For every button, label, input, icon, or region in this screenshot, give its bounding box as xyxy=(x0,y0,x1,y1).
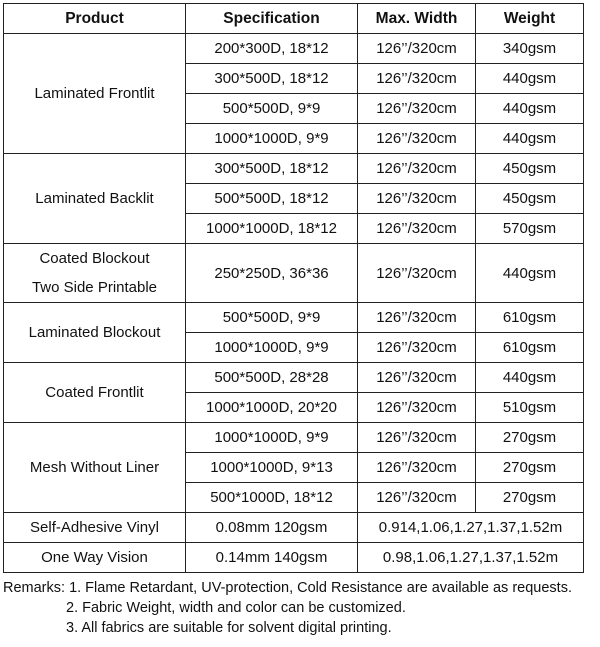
spec-cell: 500*1000D, 18*12 xyxy=(186,483,358,513)
spec-cell: 500*500D, 28*28 xyxy=(186,363,358,393)
width-cell: 126’’/320cm xyxy=(358,423,476,453)
width-cell: 126’’/320cm xyxy=(358,64,476,94)
spec-cell: 1000*1000D, 9*13 xyxy=(186,453,358,483)
width-cell: 126’’/320cm xyxy=(358,34,476,64)
spec-cell: 300*500D, 18*12 xyxy=(186,154,358,184)
spec-cell: 300*500D, 18*12 xyxy=(186,64,358,94)
spec-cell: 1000*1000D, 18*12 xyxy=(186,214,358,244)
spec-cell: 0.08mm 120gsm xyxy=(186,513,358,543)
remark-2: 2. Fabric Weight, width and color can be customized. xyxy=(66,600,406,616)
product-name: Laminated Backlit xyxy=(35,190,154,207)
weight-cell: 340gsm xyxy=(476,34,584,64)
product-name: Two Side Printable xyxy=(31,279,158,296)
weight-cell: 440gsm xyxy=(476,363,584,393)
table-body xyxy=(4,34,584,573)
weight-cell: 270gsm xyxy=(476,453,584,483)
product-cell xyxy=(4,34,186,154)
product-name: One Way Vision xyxy=(41,549,148,566)
width-cell: 126’’/320cm xyxy=(358,453,476,483)
width-cell: 126’’/320cm xyxy=(358,363,476,393)
width-cell: 126’’/320cm xyxy=(358,303,476,333)
spec-cell: 1000*1000D, 9*9 xyxy=(186,423,358,453)
weight-cell: 450gsm xyxy=(476,184,584,214)
product-cell xyxy=(4,513,186,543)
product-cell xyxy=(4,363,186,423)
table-row xyxy=(4,34,584,64)
weight-cell: 440gsm xyxy=(476,244,584,303)
product-cell xyxy=(4,154,186,244)
product-name: Coated Frontlit xyxy=(45,384,144,401)
width-cell: 126’’/320cm xyxy=(358,184,476,214)
spec-cell: 1000*1000D, 9*9 xyxy=(186,333,358,363)
width-cell: 126’’/320cm xyxy=(358,214,476,244)
width-cell: 126’’/320cm xyxy=(358,333,476,363)
weight-cell: 610gsm xyxy=(476,333,584,363)
table-row xyxy=(4,303,584,333)
table-row xyxy=(4,154,584,184)
product-name: Coated Blockout xyxy=(39,250,150,267)
remark-3: 3. All fabrics are suitable for solvent digital printing. xyxy=(66,620,392,636)
header-max-width: Max. Width xyxy=(358,4,476,34)
width-weight-cell: 0.914,1.06,1.27,1.37,1.52m xyxy=(358,513,584,543)
spec-cell: 500*500D, 9*9 xyxy=(186,303,358,333)
weight-cell: 450gsm xyxy=(476,154,584,184)
product-cell xyxy=(4,244,186,303)
table-row xyxy=(4,244,584,303)
width-weight-cell: 0.98,1.06,1.27,1.37,1.52m xyxy=(358,543,584,573)
width-cell: 126’’/320cm xyxy=(358,94,476,124)
weight-cell: 510gsm xyxy=(476,393,584,423)
width-cell: 126’’/320cm xyxy=(358,483,476,513)
table-row xyxy=(4,513,584,543)
product-name: Laminated Frontlit xyxy=(34,85,155,102)
remark-1: Remarks: 1. Flame Retardant, UV-protection, Cold Resistance are available as requests. xyxy=(3,580,572,596)
table-row xyxy=(4,423,584,453)
weight-cell: 440gsm xyxy=(476,64,584,94)
header-product: Product xyxy=(4,4,186,34)
header-row xyxy=(4,4,584,34)
width-cell: 126’’/320cm xyxy=(358,154,476,184)
product-cell xyxy=(4,423,186,513)
width-cell: 126’’/320cm xyxy=(358,393,476,423)
weight-cell: 570gsm xyxy=(476,214,584,244)
spec-cell: 1000*1000D, 20*20 xyxy=(186,393,358,423)
table-row xyxy=(4,363,584,393)
header-weight: Weight xyxy=(476,4,584,34)
remarks xyxy=(3,578,572,638)
specification-table xyxy=(3,3,584,573)
product-name: Mesh Without Liner xyxy=(29,459,160,476)
spec-cell: 1000*1000D, 9*9 xyxy=(186,124,358,154)
spec-cell: 500*500D, 9*9 xyxy=(186,94,358,124)
weight-cell: 270gsm xyxy=(476,423,584,453)
table-row xyxy=(4,543,584,573)
weight-cell: 440gsm xyxy=(476,94,584,124)
spec-cell: 250*250D, 36*36 xyxy=(186,244,358,303)
product-name: Self-Adhesive Vinyl xyxy=(30,519,159,536)
weight-cell: 610gsm xyxy=(476,303,584,333)
width-cell: 126’’/320cm xyxy=(358,244,476,303)
weight-cell: 270gsm xyxy=(476,483,584,513)
product-name: Laminated Blockout xyxy=(28,324,161,341)
spec-cell: 500*500D, 18*12 xyxy=(186,184,358,214)
header-specification: Specification xyxy=(186,4,358,34)
width-cell: 126’’/320cm xyxy=(358,124,476,154)
spec-cell: 0.14mm 140gsm xyxy=(186,543,358,573)
spec-cell: 200*300D, 18*12 xyxy=(186,34,358,64)
weight-cell: 440gsm xyxy=(476,124,584,154)
product-cell xyxy=(4,543,186,573)
product-cell xyxy=(4,303,186,363)
